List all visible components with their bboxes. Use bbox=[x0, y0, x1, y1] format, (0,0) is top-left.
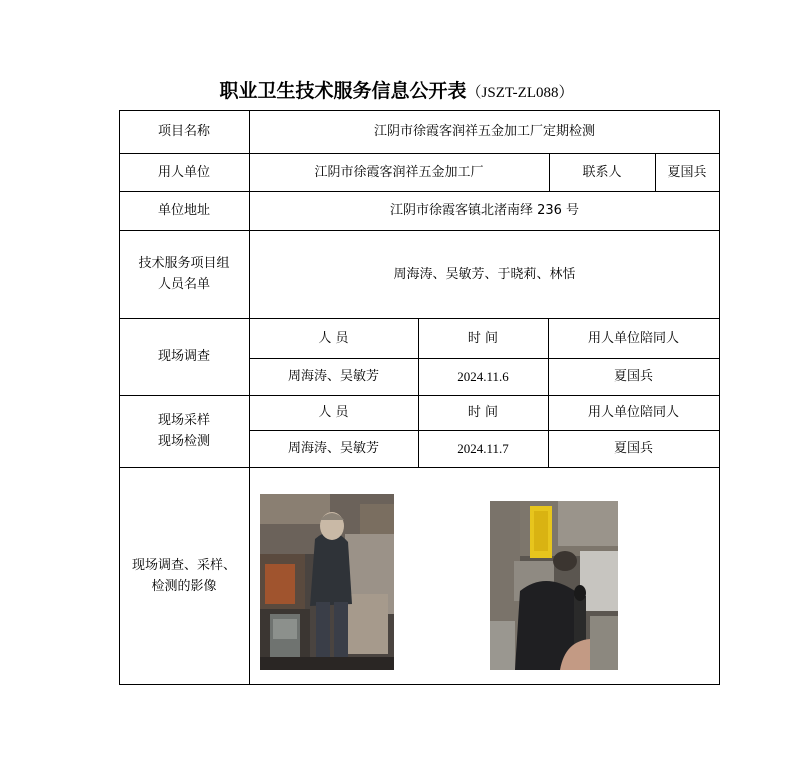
sampling-label bbox=[119, 395, 249, 467]
form-title-main: 职业卫生技术服务信息公开表 bbox=[219, 80, 467, 102]
sampling-escort: 夏国兵 bbox=[613, 441, 653, 456]
sampling-label-line1: 现场采样 bbox=[157, 413, 210, 428]
form-code: （JSZT-ZL088） bbox=[466, 85, 574, 101]
sampling-label-line2: 现场检测 bbox=[157, 434, 210, 449]
team-value: 周海涛、吴敏芳、于晓莉、林恬 bbox=[393, 266, 576, 282]
address-label: 单位地址 bbox=[157, 203, 210, 218]
form-title bbox=[0, 76, 793, 103]
team-label bbox=[119, 230, 249, 318]
survey-time: 2024.11.6 bbox=[457, 369, 509, 384]
contact-value: 夏国兵 bbox=[667, 164, 707, 180]
project-value: 江阴市徐霞客润祥五金加工厂定期检测 bbox=[373, 124, 595, 139]
employer-value: 江阴市徐霞客润祥五金加工厂 bbox=[314, 164, 484, 180]
employer-label: 用人单位 bbox=[157, 164, 210, 180]
survey-col-person: 人 员 bbox=[318, 330, 349, 346]
project-label: 项目名称 bbox=[157, 124, 210, 139]
images-label-line1: 现场调查、采样、 bbox=[131, 557, 236, 573]
disclosure-grid bbox=[119, 110, 720, 685]
images-label-line2: 检测的影像 bbox=[151, 578, 217, 594]
team-label-line1: 技术服务项目组 bbox=[138, 256, 230, 271]
contact-label: 联系人 bbox=[582, 164, 622, 180]
sampling-person: 周海涛、吴敏芳 bbox=[287, 441, 379, 456]
sampling-time: 2024.11.7 bbox=[457, 441, 509, 456]
survey-person: 周海涛、吴敏芳 bbox=[287, 369, 379, 384]
address-value: 江阴市徐霞客镇北渚南绎 236 号 bbox=[389, 203, 580, 218]
site-photo-sampling bbox=[490, 501, 618, 670]
images-label bbox=[119, 467, 249, 684]
sampling-col-escort: 用人单位陪同人 bbox=[587, 405, 679, 420]
survey-col-escort: 用人单位陪同人 bbox=[587, 330, 679, 346]
sampling-col-person: 人 员 bbox=[318, 405, 349, 420]
team-label-line2: 人员名单 bbox=[157, 277, 210, 292]
survey-col-time: 时 间 bbox=[467, 330, 499, 346]
survey-escort: 夏国兵 bbox=[613, 369, 653, 384]
survey-label: 现场调查 bbox=[157, 349, 210, 364]
sampling-col-time: 时 间 bbox=[467, 405, 499, 420]
site-photo-survey bbox=[260, 494, 394, 670]
